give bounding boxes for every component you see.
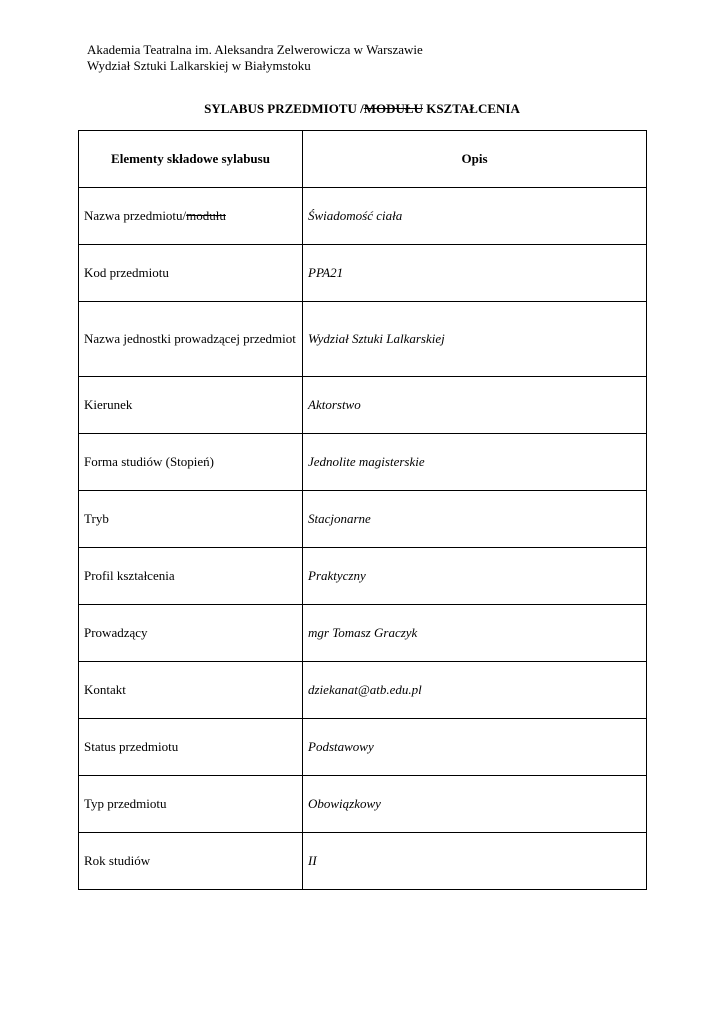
document-title <box>0 101 724 117</box>
table-row <box>79 776 647 833</box>
table-row <box>79 833 647 890</box>
row-label: Kierunek <box>79 377 303 434</box>
table-row <box>79 377 647 434</box>
row-label <box>79 188 303 245</box>
row-value: PPA21 <box>303 245 647 302</box>
row-label: Typ przedmiotu <box>79 776 303 833</box>
row-value: Podstawowy <box>303 719 647 776</box>
row-label: Tryb <box>79 491 303 548</box>
table-header-row <box>79 131 647 188</box>
row-value: II <box>303 833 647 890</box>
column-header-elements: Elementy składowe sylabusu <box>79 131 303 188</box>
table-row <box>79 491 647 548</box>
column-header-description: Opis <box>303 131 647 188</box>
row-value: Praktyczny <box>303 548 647 605</box>
row-label: Status przedmiotu <box>79 719 303 776</box>
syllabus-table <box>78 130 647 890</box>
table-row <box>79 302 647 377</box>
row-label: Rok studiów <box>79 833 303 890</box>
academy-name: Akademia Teatralna im. Aleksandra Zelwerowicza w Warszawie <box>87 42 423 57</box>
row-label: Nazwa jednostki prowadzącej przedmiot <box>79 302 303 377</box>
row-label: Kontakt <box>79 662 303 719</box>
table-row <box>79 719 647 776</box>
row-value: Wydział Sztuki Lalkarskiej <box>303 302 647 377</box>
table-row <box>79 548 647 605</box>
row-value: Świadomość ciała <box>303 188 647 245</box>
faculty-name: Wydział Sztuki Lalkarskiej w Białymstoku <box>87 58 311 73</box>
table-row <box>79 434 647 491</box>
row-label: Prowadzący <box>79 605 303 662</box>
row-value: Aktorstwo <box>303 377 647 434</box>
title-part-1: SYLABUS PRZEDMIOTU / <box>204 101 364 116</box>
row-label: Profil kształcenia <box>79 548 303 605</box>
row-label: Kod przedmiotu <box>79 245 303 302</box>
table-row <box>79 605 647 662</box>
row-label-struck: modułu <box>186 208 226 223</box>
title-part-2: KSZTAŁCENIA <box>422 101 520 116</box>
row-label-text: Nazwa przedmiotu/ <box>84 208 187 223</box>
table-row <box>79 245 647 302</box>
title-struck-word: MODUŁU <box>363 101 423 116</box>
row-value: Obowiązkowy <box>303 776 647 833</box>
table-row <box>79 188 647 245</box>
row-value: Stacjonarne <box>303 491 647 548</box>
table-row <box>79 662 647 719</box>
row-value: Jednolite magisterskie <box>303 434 647 491</box>
institution-header <box>87 42 423 74</box>
row-value: dziekanat@atb.edu.pl <box>303 662 647 719</box>
row-label: Forma studiów (Stopień) <box>79 434 303 491</box>
row-value: mgr Tomasz Graczyk <box>303 605 647 662</box>
